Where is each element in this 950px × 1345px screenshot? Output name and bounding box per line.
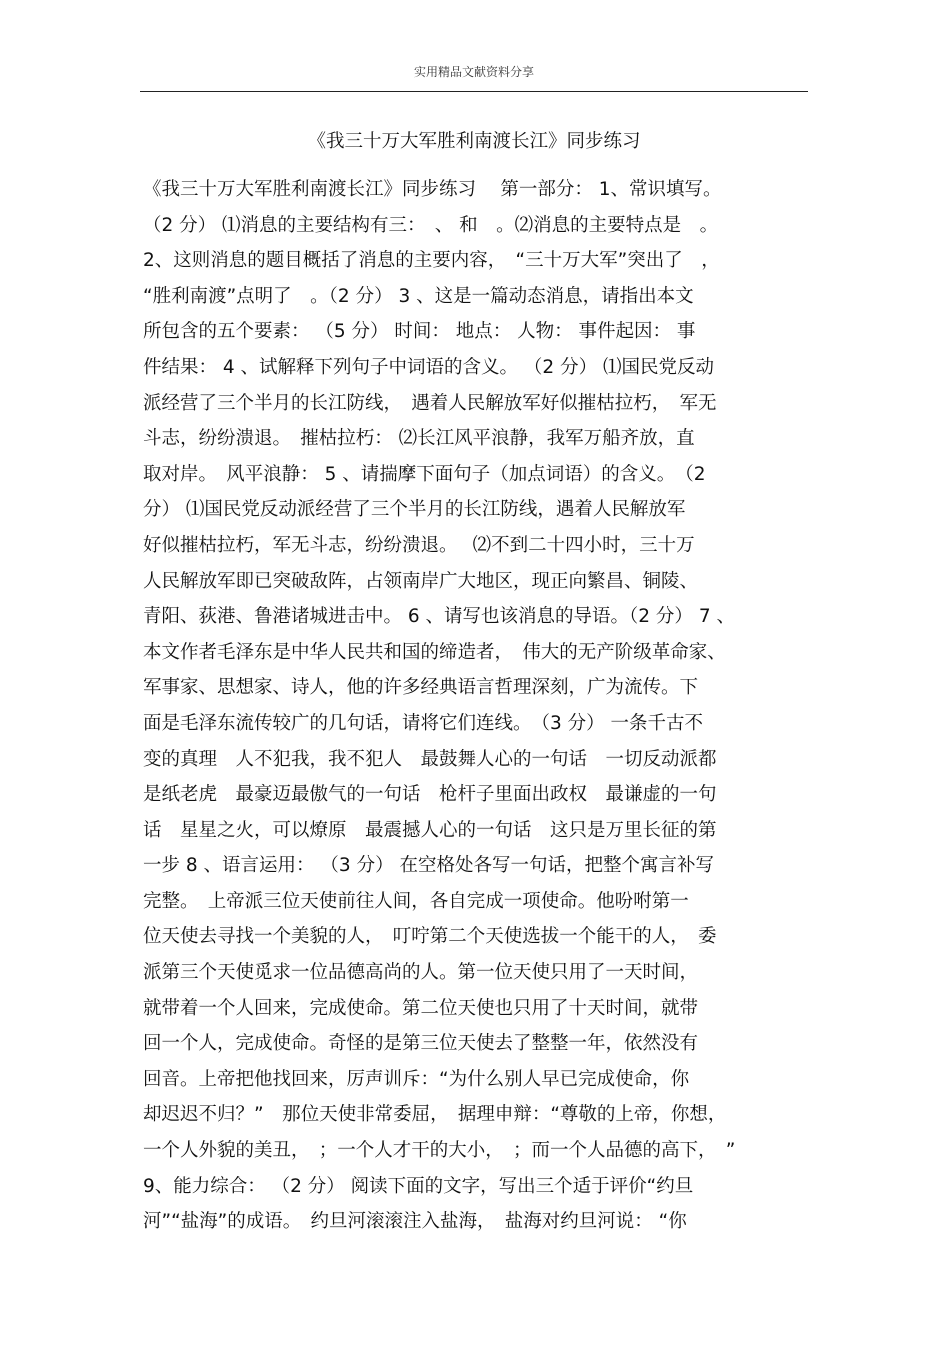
text-line: 本文作者毛泽东是中华人民共和国的缔造者， 伟大的无产阶级革命家、 xyxy=(143,641,726,663)
text-line: （2 分） ⑴消息的主要结构有三： 、 和 。⑵消息的主要特点是 。 xyxy=(143,214,719,236)
text-line: 河”“盐海”的成语。 约旦河滚滚注入盐海， 盐海对约旦河说： “你 xyxy=(143,1211,687,1233)
text-line: 斗志，纷纷溃退。 摧枯拉朽： ⑵长江风平浪静，我军万船齐放，直 xyxy=(143,428,695,450)
text-line: 面是毛泽东流传较广的几句话，请将它们连线。 （3 分） 一条千古不 xyxy=(143,712,704,734)
text-line: 回一个人，完成使命。奇怪的是第三位天使去了整整一年，依然没有 xyxy=(143,1033,699,1055)
text-line: 变的真理 人不犯我，我不犯人 最鼓舞人心的一句话 一切反动派都 xyxy=(143,748,717,770)
text-line: 取对岸。 风平浪静： 5 、请揣摩下面句子（加点词语）的含义。 （2 xyxy=(143,463,706,485)
text-line: 是纸老虎 最豪迈最傲气的一句话 枪杆子里面出政权 最谦虚的一句 xyxy=(143,784,717,806)
text-line: 所包含的五个要素： （5 分） 时间： 地点： 人物： 事件起因： 事 xyxy=(143,321,696,343)
text-line: 完整。 上帝派三位天使前往人间，各自完成一项使命。他吩咐第一 xyxy=(143,890,689,912)
text-line: 件结果： 4 、试解释下列句子中词语的含义。 （2 分） ⑴国民党反动 xyxy=(143,356,714,378)
page-header: 实用精品文献资料分享 xyxy=(413,65,534,79)
text-line: 军事家、思想家、诗人，他的许多经典语言哲理深刻，广为流传。下 xyxy=(143,677,699,699)
text-line: “胜利南渡”点明了 。（2 分） 3 、这是一篇动态消息，请指出本文 xyxy=(143,285,694,307)
text-line: 一个人外貌的美丑， ；一个人才干的大小， ；而一个人品德的高下， ” xyxy=(143,1140,736,1162)
document-body xyxy=(143,172,808,1240)
text-line: 《我三十万大军胜利南渡长江》同步练习 第一部分： 1、常识填写。 xyxy=(143,179,722,200)
text-line: 派经营了三个半月的长江防线， 遇着人民解放军好似摧枯拉朽， 军无 xyxy=(143,392,717,414)
document-title: 《我三十万大军胜利南渡长江》同步练习 xyxy=(307,131,641,152)
text-line: 9、能力综合： （2 分） 阅读下面的文字，写出三个适于评价“约旦 xyxy=(143,1175,694,1197)
text-line: 就带着一个人回来，完成使命。第二位天使也只用了十天时间，就带 xyxy=(143,997,699,1019)
text-line: 人民解放军即已突破敌阵，占领南岸广大地区，现正向繁昌、铜陵、 xyxy=(143,570,699,592)
header-divider xyxy=(140,91,808,92)
text-line: 分） ⑴国民党反动派经营了三个半月的长江防线，遇着人民解放军 xyxy=(143,499,686,521)
text-line: 派第三个天使觅求一位品德高尚的人。第一位天使只用了一天时间， xyxy=(143,962,699,984)
text-line: 位天使去寻找一个美貌的人， 叮咛第二个天使选拔一个能干的人， 委 xyxy=(143,926,717,948)
text-line: 青阳、荻港、鲁港诸城进击中。 6 、请写也该消息的导语。（2 分） 7 、 xyxy=(143,606,735,628)
text-line: 话 星星之火，可以燎原 最震撼人心的一句话 这只是万里长征的第 xyxy=(143,819,717,841)
text-line: 2、这则消息的题目概括了消息的主要内容， “三十万大军”突出了 ， xyxy=(143,250,720,272)
text-line: 却迟迟不归？” 那位天使非常委屈， 据理申辩：“尊敬的上帝，你想， xyxy=(143,1104,727,1126)
text-line: 一步 8 、语言运用： （3 分） 在空格处各写一句话，把整个寓言补写 xyxy=(143,855,714,877)
text-line: 回音。上帝把他找回来，厉声训斥：“为什么别人早已完成使命，你 xyxy=(143,1068,690,1090)
text-line: 好似摧枯拉朽，军无斗志，纷纷溃退。 ⑵不到二十四小时，三十万 xyxy=(143,534,695,556)
